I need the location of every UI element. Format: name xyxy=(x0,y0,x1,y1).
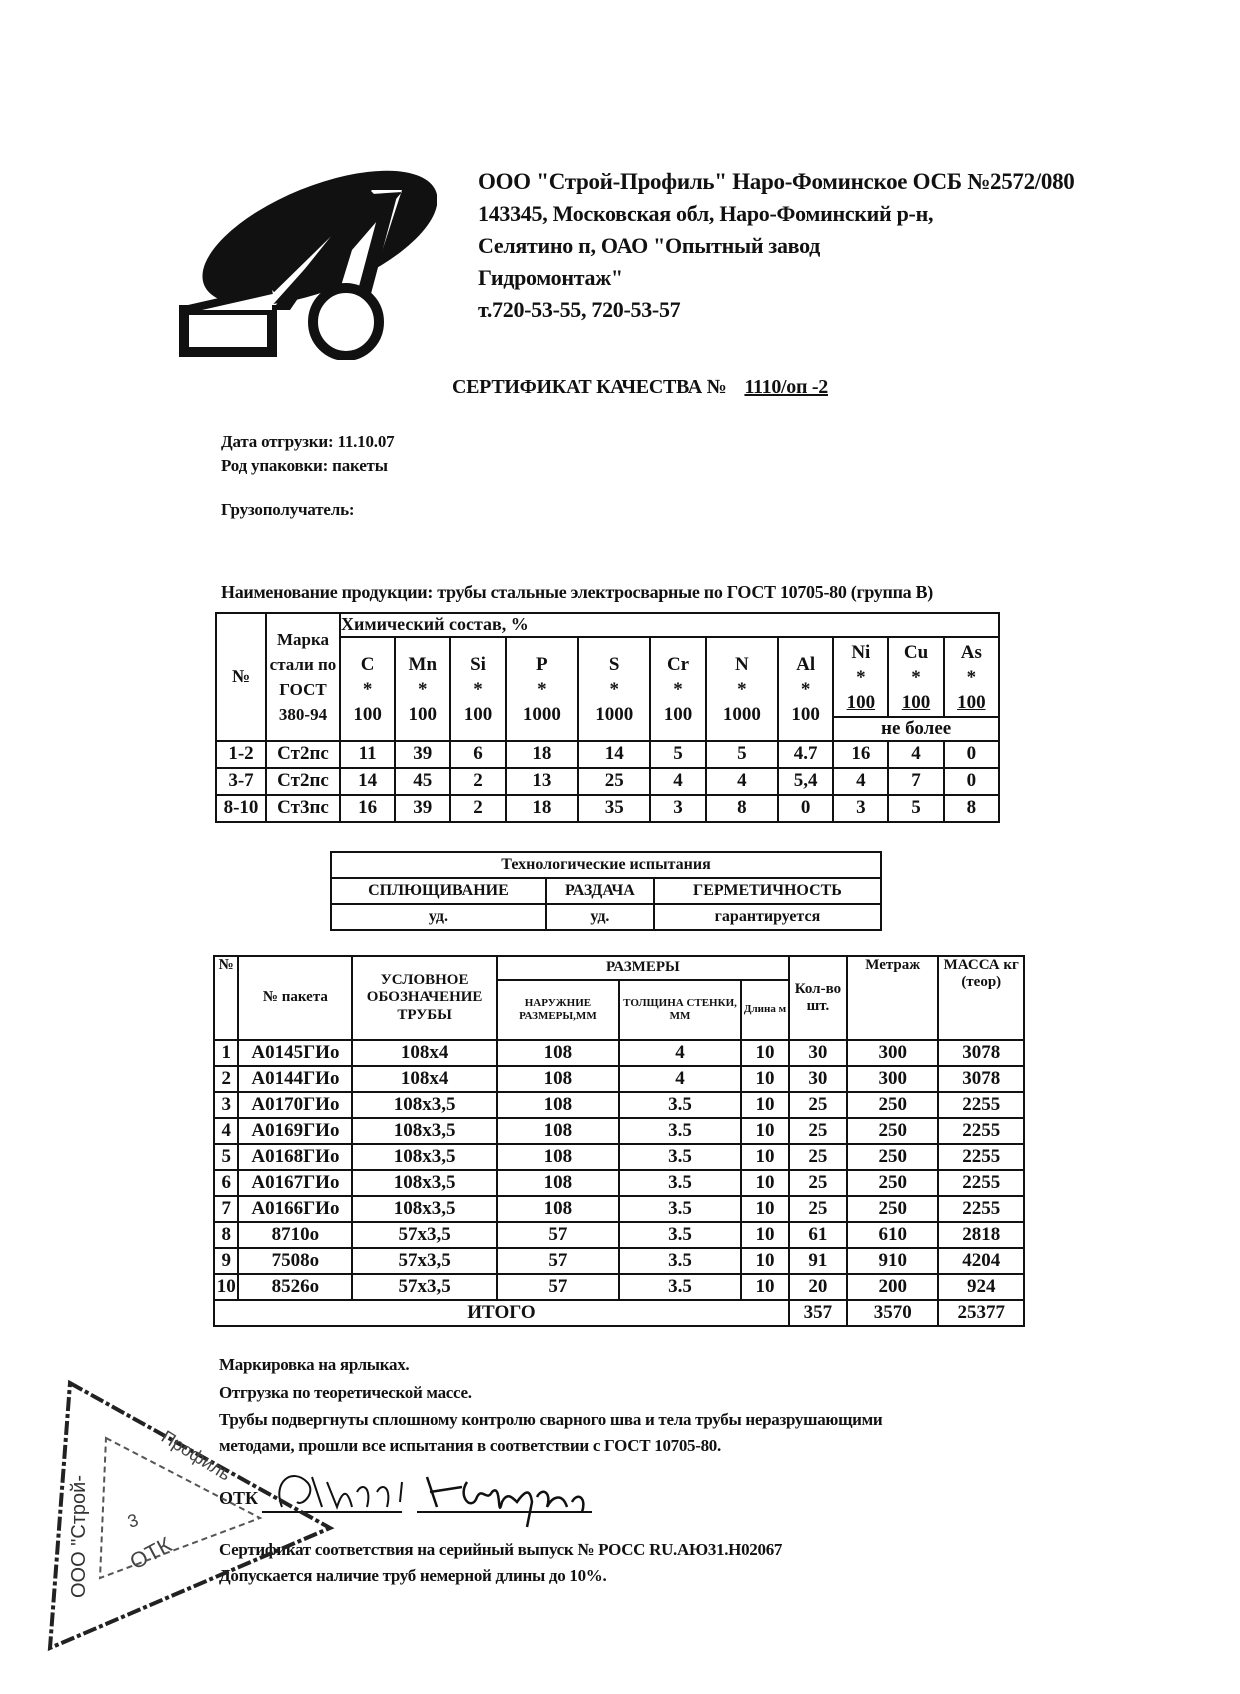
package-cell-wall: 3.5 xyxy=(619,1118,741,1144)
package-cell-outer: 57 xyxy=(497,1222,619,1248)
chem-multiply-sign: * xyxy=(856,666,866,688)
chem-element-header xyxy=(706,637,778,741)
chem-element-header xyxy=(578,637,650,741)
package-cell-mass: 2255 xyxy=(938,1196,1024,1222)
chem-element-symbol: S xyxy=(608,653,620,675)
package-cell-designation: 57х3,5 xyxy=(352,1248,496,1274)
chem-element-multiplier: 1000 xyxy=(522,703,561,725)
chem-multiply-sign: * xyxy=(800,678,811,700)
chem-element-symbol: Mn xyxy=(408,653,438,675)
package-cell-pack: А0169ГИо xyxy=(238,1118,352,1144)
chem-cell-value: 39 xyxy=(395,741,450,768)
chem-element-symbol: Ni xyxy=(851,641,871,663)
chem-cell-value: 3 xyxy=(833,795,888,822)
package-cell-no: 5 xyxy=(214,1144,238,1170)
chem-element-symbol: Cu xyxy=(903,641,929,663)
package-cell-length: 10 xyxy=(741,1040,789,1066)
chem-multiply-sign: * xyxy=(966,666,977,688)
product-name: Наименование продукции: трубы стальные электросварные по ГОСТ 10705-80 (группа В) xyxy=(221,582,933,602)
otk-label: ОТК xyxy=(219,1488,259,1508)
chem-multiply-sign: * xyxy=(473,678,483,700)
package-cell-qty: 25 xyxy=(789,1196,847,1222)
pack-total-qty: 357 xyxy=(789,1300,847,1326)
chem-element-symbol: Al xyxy=(796,653,816,675)
package-cell-wall: 3.5 xyxy=(619,1274,741,1300)
package-row xyxy=(214,1170,1024,1196)
pack-col-wall: ТОЛЩИНА СТЕНКИ, ММ xyxy=(619,980,741,1040)
note-marking: Маркировка на ярлыках. xyxy=(219,1355,410,1374)
package-cell-designation: 108х3,5 xyxy=(352,1170,496,1196)
ship-date: Дата отгрузки: 11.10.07 xyxy=(221,432,395,451)
chem-cell-value: 0 xyxy=(944,768,999,795)
package-cell-qty: 25 xyxy=(789,1092,847,1118)
chem-cell-grade: Ст3пс xyxy=(266,795,340,822)
package-cell-mass: 2818 xyxy=(938,1222,1024,1248)
package-cell-length: 10 xyxy=(741,1144,789,1170)
pack-col-length: Длина м xyxy=(741,980,789,1040)
package-cell-pack: А0166ГИо xyxy=(238,1196,352,1222)
chem-cell-value: 18 xyxy=(506,795,578,822)
pack-col-pack-no: № пакета xyxy=(238,956,352,1040)
chem-cell-value: 39 xyxy=(395,795,450,822)
chem-cell-value: 8 xyxy=(944,795,999,822)
chem-element-header xyxy=(888,637,943,717)
chem-cell-value: 6 xyxy=(450,741,505,768)
package-cell-length: 10 xyxy=(741,1196,789,1222)
package-cell-outer: 108 xyxy=(497,1170,619,1196)
package-cell-pack: А0168ГИо xyxy=(238,1144,352,1170)
package-cell-outer: 108 xyxy=(497,1144,619,1170)
package-row xyxy=(214,1118,1024,1144)
package-cell-length: 10 xyxy=(741,1248,789,1274)
chem-not-more: не более xyxy=(833,717,999,741)
company-address-line-3: Гидромонтаж" xyxy=(478,265,623,290)
stroy-profil-logo-icon xyxy=(172,160,437,360)
note-inspection-1: Трубы подвергнуты сплошному контролю сварного шва и тела трубы неразрушающими xyxy=(219,1410,883,1429)
chem-row xyxy=(216,795,999,822)
chem-element-symbol: C xyxy=(360,653,375,675)
package-cell-meters: 250 xyxy=(847,1170,939,1196)
package-row xyxy=(214,1092,1024,1118)
chem-cell-no: 8-10 xyxy=(216,795,266,822)
chem-cell-grade: Ст2пс xyxy=(266,768,340,795)
conformity-certificate: Сертификат соответствия на серийный выпуск № РОСС RU.АЮ31.Н02067 xyxy=(219,1540,783,1559)
chem-element-header xyxy=(395,637,450,741)
stamp-inner-number: 3 xyxy=(125,1509,141,1532)
chem-element-symbol: N xyxy=(734,653,749,675)
length-allowance: Допускается наличие труб немерной длины до 10%. xyxy=(219,1566,607,1585)
package-cell-no: 10 xyxy=(214,1274,238,1300)
package-cell-meters: 250 xyxy=(847,1144,939,1170)
chem-row xyxy=(216,768,999,795)
package-cell-length: 10 xyxy=(741,1222,789,1248)
chem-cell-value: 5 xyxy=(888,795,943,822)
package-cell-meters: 910 xyxy=(847,1248,939,1274)
package-cell-pack: А0144ГИо xyxy=(238,1066,352,1092)
package-cell-meters: 300 xyxy=(847,1066,939,1092)
package-cell-meters: 300 xyxy=(847,1040,939,1066)
chem-element-header xyxy=(506,637,578,741)
chem-cell-value: 4 xyxy=(888,741,943,768)
chem-multiply-sign: * xyxy=(737,678,747,700)
tech-header-tightness: ГЕРМЕТИЧНОСТЬ xyxy=(654,878,881,904)
pack-col-no: № xyxy=(214,956,238,1040)
note-shipment: Отгрузка по теоретической массе. xyxy=(219,1383,472,1402)
package-cell-outer: 108 xyxy=(497,1196,619,1222)
chem-cell-value: 25 xyxy=(578,768,650,795)
chem-element-symbol: P xyxy=(536,653,548,675)
chem-cell-value: 14 xyxy=(340,768,395,795)
chem-group-title: Химический состав, % xyxy=(340,613,999,637)
pack-col-designation: УСЛОВНОЕ ОБОЗНАЧЕНИЕ ТРУБЫ xyxy=(352,956,496,1040)
package-cell-outer: 57 xyxy=(497,1248,619,1274)
chem-cell-value: 4 xyxy=(706,768,778,795)
pack-col-meters: Метраж xyxy=(847,956,939,1040)
package-cell-mass: 2255 xyxy=(938,1170,1024,1196)
chem-col-no: № xyxy=(216,613,266,741)
package-row xyxy=(214,1222,1024,1248)
package-row xyxy=(214,1144,1024,1170)
package-cell-qty: 25 xyxy=(789,1118,847,1144)
chem-cell-value: 14 xyxy=(578,741,650,768)
chem-cell-value: 8 xyxy=(706,795,778,822)
chem-cell-value: 35 xyxy=(578,795,650,822)
chem-cell-value: 2 xyxy=(450,795,505,822)
chem-element-multiplier: 1000 xyxy=(722,703,761,725)
chem-cell-value: 0 xyxy=(944,741,999,768)
package-cell-no: 2 xyxy=(214,1066,238,1092)
chem-element-multiplier: 100 xyxy=(791,703,820,725)
chem-element-multiplier: 100 xyxy=(663,703,693,725)
package-cell-outer: 108 xyxy=(497,1066,619,1092)
package-cell-qty: 30 xyxy=(789,1066,847,1092)
package-cell-meters: 250 xyxy=(847,1092,939,1118)
chem-col-grade: Марка стали по ГОСТ 380-94 xyxy=(266,613,340,741)
package-cell-outer: 57 xyxy=(497,1274,619,1300)
tech-header-expansion: РАЗДАЧА xyxy=(546,878,654,904)
package-cell-designation: 108х3,5 xyxy=(352,1118,496,1144)
pack-total-label: ИТОГО xyxy=(214,1300,789,1326)
package-cell-meters: 200 xyxy=(847,1274,939,1300)
package-cell-designation: 108х3,5 xyxy=(352,1092,496,1118)
package-cell-wall: 3.5 xyxy=(619,1092,741,1118)
chem-multiply-sign: * xyxy=(911,666,921,688)
stamp-inner-text-2: ОТК xyxy=(125,1531,176,1575)
package-cell-mass: 3078 xyxy=(938,1040,1024,1066)
package-cell-no: 9 xyxy=(214,1248,238,1274)
package-cell-pack: А0170ГИо xyxy=(238,1092,352,1118)
certificate-title xyxy=(452,376,828,399)
chem-multiply-sign: * xyxy=(537,678,547,700)
package-cell-wall: 3.5 xyxy=(619,1170,741,1196)
otk-triangle-stamp-icon xyxy=(40,1378,360,1668)
stamp-outer-text: ООО "Строй- xyxy=(68,1474,90,1598)
chem-cell-value: 16 xyxy=(833,741,888,768)
consignee: Грузополучатель: xyxy=(221,500,355,519)
chem-cell-value: 5 xyxy=(706,741,778,768)
pack-total-mass: 25377 xyxy=(938,1300,1024,1326)
chem-element-header xyxy=(650,637,705,741)
package-cell-wall: 4 xyxy=(619,1040,741,1066)
chem-cell-value: 4 xyxy=(833,768,888,795)
chem-cell-no: 1-2 xyxy=(216,741,266,768)
package-cell-wall: 3.5 xyxy=(619,1196,741,1222)
pack-type: Род упаковки: пакеты xyxy=(221,456,388,475)
package-cell-length: 10 xyxy=(741,1092,789,1118)
chem-element-header xyxy=(340,637,395,741)
company-address-line-1: 143345, Московская обл, Наро-Фоминский р-н, xyxy=(478,201,934,226)
chem-cell-value: 5,4 xyxy=(778,768,833,795)
tech-value-expansion: уд. xyxy=(546,904,654,930)
tech-header-flattening: СПЛЮЩИВАНИЕ xyxy=(331,878,546,904)
tech-tests-table xyxy=(330,851,882,931)
chem-multiply-sign: * xyxy=(609,678,619,700)
package-row xyxy=(214,1274,1024,1300)
package-cell-no: 1 xyxy=(214,1040,238,1066)
chem-element-header xyxy=(833,637,888,717)
package-cell-no: 3 xyxy=(214,1092,238,1118)
package-cell-mass: 924 xyxy=(938,1274,1024,1300)
chem-cell-value: 5 xyxy=(650,741,705,768)
company-name: ООО "Строй-Профиль" Наро-Фоминское ОСБ №2572/080 xyxy=(478,169,1075,194)
chem-multiply-sign: * xyxy=(673,678,683,700)
chem-cell-no: 3-7 xyxy=(216,768,266,795)
package-cell-meters: 610 xyxy=(847,1222,939,1248)
chem-multiply-sign: * xyxy=(418,678,428,700)
chem-element-multiplier: 100 xyxy=(463,703,493,725)
package-cell-outer: 108 xyxy=(497,1092,619,1118)
pack-col-mass: МАССА кг (теор) xyxy=(938,956,1024,1040)
chem-cell-value: 18 xyxy=(506,741,578,768)
package-cell-designation: 108х4 xyxy=(352,1066,496,1092)
tech-value-tightness: гарантируется xyxy=(654,904,881,930)
chem-element-header xyxy=(778,637,833,741)
chem-cell-value: 2 xyxy=(450,768,505,795)
chem-element-multiplier: 100 xyxy=(901,691,931,713)
package-cell-no: 7 xyxy=(214,1196,238,1222)
package-row xyxy=(214,1040,1024,1066)
package-cell-wall: 3.5 xyxy=(619,1248,741,1274)
package-cell-length: 10 xyxy=(741,1170,789,1196)
chem-element-multiplier: 100 xyxy=(957,691,986,713)
package-cell-length: 10 xyxy=(741,1274,789,1300)
package-cell-qty: 25 xyxy=(789,1144,847,1170)
certificate-number: 1110/оп -2 xyxy=(744,376,828,398)
tech-value-flattening: уд. xyxy=(331,904,546,930)
package-cell-pack: 8526о xyxy=(238,1274,352,1300)
stamp-inner-text-1: Профиль xyxy=(157,1426,235,1485)
chem-element-multiplier: 100 xyxy=(353,703,382,725)
chem-multiply-sign: * xyxy=(362,678,373,700)
package-cell-designation: 108х4 xyxy=(352,1040,496,1066)
package-cell-wall: 4 xyxy=(619,1066,741,1092)
certificate-title-text: СЕРТИФИКАТ КАЧЕСТВА № xyxy=(452,376,727,398)
package-cell-no: 8 xyxy=(214,1222,238,1248)
package-cell-pack: 8710о xyxy=(238,1222,352,1248)
package-cell-mass: 4204 xyxy=(938,1248,1024,1274)
chem-row xyxy=(216,741,999,768)
company-header xyxy=(478,166,1075,326)
package-cell-pack: А0167ГИо xyxy=(238,1170,352,1196)
chem-element-symbol: As xyxy=(960,641,982,663)
pack-total-meters: 3570 xyxy=(847,1300,939,1326)
chem-cell-value: 16 xyxy=(340,795,395,822)
chem-cell-value: 11 xyxy=(340,741,395,768)
package-row xyxy=(214,1248,1024,1274)
chem-cell-value: 13 xyxy=(506,768,578,795)
package-cell-qty: 25 xyxy=(789,1170,847,1196)
pack-col-qty: Кол-во шт. xyxy=(789,956,847,1040)
chem-cell-value: 45 xyxy=(395,768,450,795)
package-cell-designation: 108х3,5 xyxy=(352,1144,496,1170)
package-cell-no: 6 xyxy=(214,1170,238,1196)
chem-cell-value: 4 xyxy=(650,768,705,795)
package-cell-qty: 30 xyxy=(789,1040,847,1066)
package-cell-mass: 2255 xyxy=(938,1092,1024,1118)
chemistry-table xyxy=(215,612,1000,823)
package-cell-mass: 2255 xyxy=(938,1144,1024,1170)
chem-element-header xyxy=(450,637,505,741)
package-cell-meters: 250 xyxy=(847,1118,939,1144)
pack-col-sizes: РАЗМЕРЫ xyxy=(497,956,789,980)
company-address-line-2: Селятино п, ОАО "Опытный завод xyxy=(478,233,821,258)
chem-element-multiplier: 1000 xyxy=(595,703,634,725)
chem-cell-value: 7 xyxy=(888,768,943,795)
package-cell-designation: 57х3,5 xyxy=(352,1222,496,1248)
package-cell-mass: 3078 xyxy=(938,1066,1024,1092)
chem-element-header xyxy=(944,637,999,717)
package-cell-meters: 250 xyxy=(847,1196,939,1222)
pack-col-outer: НАРУЖНИЕ РАЗМЕРЫ,ММ xyxy=(497,980,619,1040)
tech-tests-title: Технологические испытания xyxy=(331,852,881,878)
package-row xyxy=(214,1066,1024,1092)
package-cell-wall: 3.5 xyxy=(619,1222,741,1248)
package-cell-designation: 108х3,5 xyxy=(352,1196,496,1222)
package-cell-pack: 7508о xyxy=(238,1248,352,1274)
company-phone: т.720-53-55, 720-53-57 xyxy=(478,297,681,322)
package-cell-no: 4 xyxy=(214,1118,238,1144)
chem-element-multiplier: 100 xyxy=(408,703,438,725)
note-inspection-2: методами, прошли все испытания в соответствии с ГОСТ 10705-80. xyxy=(219,1436,721,1455)
package-cell-outer: 108 xyxy=(497,1118,619,1144)
package-cell-designation: 57х3,5 xyxy=(352,1274,496,1300)
packages-table xyxy=(213,955,1025,1327)
package-cell-mass: 2255 xyxy=(938,1118,1024,1144)
chem-cell-value: 3 xyxy=(650,795,705,822)
package-cell-length: 10 xyxy=(741,1118,789,1144)
chem-cell-grade: Ст2пс xyxy=(266,741,340,768)
chem-element-symbol: Cr xyxy=(666,653,690,675)
package-cell-qty: 61 xyxy=(789,1222,847,1248)
package-cell-length: 10 xyxy=(741,1066,789,1092)
chem-element-multiplier: 100 xyxy=(846,691,876,713)
package-cell-wall: 3.5 xyxy=(619,1144,741,1170)
chem-cell-value: 0 xyxy=(778,795,833,822)
package-cell-qty: 91 xyxy=(789,1248,847,1274)
package-cell-qty: 20 xyxy=(789,1274,847,1300)
package-cell-outer: 108 xyxy=(497,1040,619,1066)
chem-cell-value: 4.7 xyxy=(778,741,833,768)
chem-element-symbol: Si xyxy=(470,653,486,675)
package-row xyxy=(214,1196,1024,1222)
package-cell-pack: А0145ГИо xyxy=(238,1040,352,1066)
